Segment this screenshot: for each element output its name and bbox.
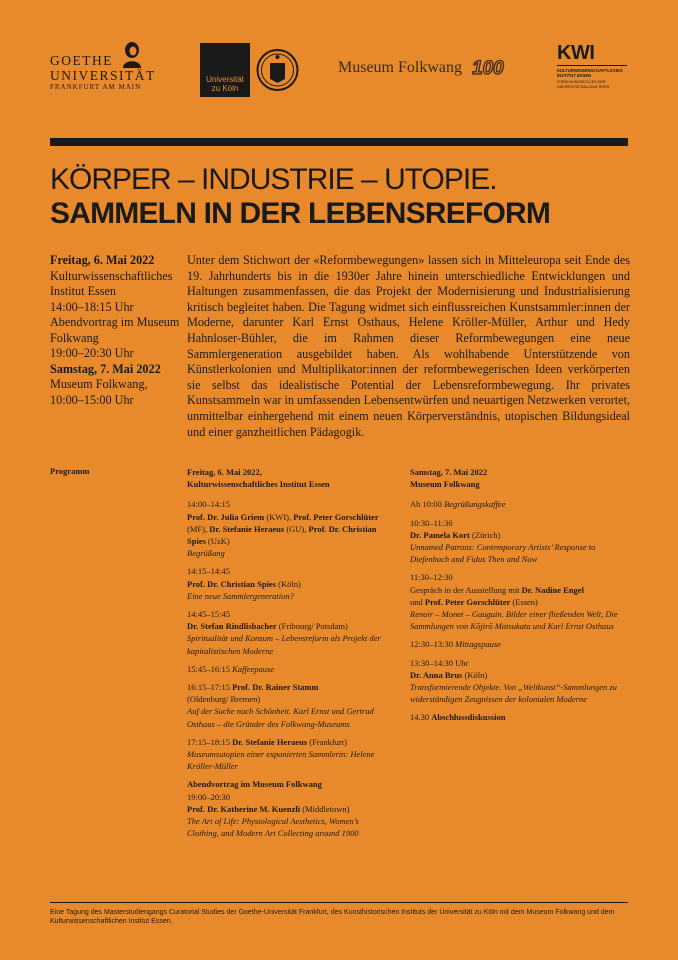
speaker: Prof. Peter Gorschlüter: [293, 511, 379, 522]
program-item: [187, 608, 392, 657]
kwi-logo: [557, 43, 633, 93]
talk-title: Unnamed Patrons: Contemporary Artists’ Response to Diefenbach and Fidus Then and Now: [410, 542, 596, 565]
program-day1: [187, 466, 392, 845]
kwi-letters: KWI: [557, 42, 595, 64]
speaker: Dr. Stefanie Heraeus: [209, 523, 285, 534]
day2-date: Samstag, 7. Mai 2022: [410, 467, 488, 477]
summary-evening: Abendvortrag im Museum Folkwang: [50, 315, 180, 345]
item-time: 10:30–11:30: [410, 517, 453, 528]
program-item: [410, 657, 625, 706]
speaker: Dr. Stefanie Heraeus: [232, 736, 308, 747]
speaker: Prof. Peter Gorschlüter: [424, 596, 511, 607]
goethe-university-logo: [50, 40, 160, 92]
talk-title: Spiritualität und Konsum – Lebensreform als Projekt der kapitalistischen Moderne: [187, 633, 381, 656]
day1-venue: Kulturwissenschaftliches Institut Essen: [187, 479, 330, 490]
affiliation: (Frankfurt): [307, 736, 347, 747]
schedule-summary: [50, 253, 180, 408]
talk-title: Museumsutopien einer exponierten Sammlerin: Helene Kröller-Müller: [187, 749, 375, 772]
affiliation: (Zürich): [469, 529, 501, 540]
affiliation: (UzK): [205, 536, 230, 547]
summary-venue2: Museum Folkwang,: [50, 377, 148, 391]
speaker: Dr. Stefan Rindlisbacher: [187, 621, 277, 632]
title-line2: SAMMELN IN DER LEBENSREFORM: [50, 197, 551, 230]
break-title: Mittagspause: [455, 639, 501, 650]
talk-title: Eine neue Sammlergeneration?: [187, 590, 294, 601]
affiliation: (GU),: [284, 523, 309, 534]
footer-text: Eine Tagung des Masterstudiengangs Curatorial Studies der Goethe-Universität Frankfurt, des Kunsthistorischen Instituts der Universität zu Köln mit dem Museum Folkwang und dem Kulturwissenschaftlichen Institut Essen.: [50, 909, 615, 925]
item-time: Ab 10:00: [410, 499, 444, 510]
affiliation: (Middletown): [300, 803, 350, 814]
affiliation: (Köln): [462, 669, 488, 680]
day2-venue: Museum Folkwang: [410, 479, 480, 490]
speaker: Prof. Dr. Julia Griem: [187, 511, 265, 522]
goethe-line3: FRANKFURT AM MAIN: [50, 83, 142, 91]
museum-folkwang-logo: Museum Folkwang: [338, 59, 462, 76]
summary-time2: 19:00–20:30 Uhr: [50, 346, 134, 360]
intro-text: [187, 253, 630, 440]
affiliation: (Fribourg/ Potsdam): [276, 621, 348, 632]
affiliation: (Köln): [276, 578, 301, 589]
conversation-text: Gespräch in der Ausstellung mit: [410, 584, 522, 595]
item-time: 12:30–13:30: [410, 639, 456, 650]
item-time: 14:00–14:15: [187, 499, 230, 510]
goethe-portrait-icon: [120, 40, 144, 68]
program-item: [410, 517, 625, 566]
affiliation: (KWI),: [264, 511, 294, 522]
program-item: [187, 681, 392, 730]
day2-heading: [410, 466, 625, 490]
talk-title: The Art of Life: Physiological Aesthetics, Women’s Clothing, and Modern Art Collecting around 1900: [187, 816, 359, 839]
folkwang-100-icon: [472, 57, 508, 77]
speaker: Dr. Nadine Engel: [521, 584, 584, 595]
talk-title: Renoir – Monet – Gauguin. Bilder einer fließenden Welt, Die Sammlungen von Kōjirō Matsukata und Karl Ernst Osthaus: [410, 609, 618, 632]
program-item: [410, 571, 625, 632]
affiliation: (Essen): [510, 596, 538, 607]
talk-title: Transformierende Objekte. Von „Weltkunst“-Sammlungen zu widerständigen Zeugnissen der kolonialen Moderne: [410, 682, 617, 705]
footer-divider: [50, 902, 628, 903]
program-item: [410, 498, 625, 510]
break-title: Begrüßungskaffee: [444, 499, 506, 510]
break-title: Kaffeepause: [232, 663, 275, 674]
program-item: [410, 711, 625, 723]
summary-venue1: Kulturwissenschaftliches Institut Essen: [50, 268, 173, 298]
summary-time1: 14:00–18:15 Uhr: [50, 299, 134, 314]
item-time: 17:15–18:15: [187, 736, 233, 747]
goethe-line2: UNIVERSITÄT: [50, 68, 156, 83]
affiliation: (Oldenburg/ Bremen): [187, 694, 261, 705]
header-bar: [50, 138, 628, 146]
program-item: [410, 638, 625, 650]
title-line1: KÖRPER – INDUSTRIE – UTOPIE.: [50, 163, 497, 196]
speaker: Prof. Dr. Christian Spies: [187, 523, 377, 547]
koeln-line1: Universität: [206, 75, 244, 84]
summary-day2: Samstag, 7. Mai 2022: [50, 361, 161, 376]
intro-paragraph: Unter dem Stichwort der «Reformbewegungen» lassen sich in Mitteleuropa seit Ende des 19. Jahrhunderts bis in die 1930er Jahre hinein unterschiedliche Entwicklungen und Haltungen zusammenfassen, die das Projekt der Modernisierung und Industrialisierung kritisch begleitet haben. Die Tagung widmet sich einflussreichen Kunstsammler:innen der Moderne, darunter Karl Ernst Osthaus, Helene Kröller-Müller, Arthur und Hedy Hahnloser-Bühler, die im Rahmen dieser Reformbewegungen eine neue Sammlergeneration ausgebildet haben. Als wohlhabende Unterstützende von Künstlerkolonien und Multiplikator:innen der reformbewegerischen Ideen verkörperten sie selbst das idealistische Potential der Lebensreformbewegung. Ihr privates Kunstsammeln war in umfassenden Lebensentwürfen und neuartigen Netzwerken verortet, unmittelbar einhergehend mit einem neuen Körperverständnis, utopischen Bildungsideal und einer ganzheitlichen Pädagogik.: [187, 253, 630, 439]
speaker: Dr. Pamela Kort: [410, 529, 470, 540]
item-time: 14:45–15:45: [187, 609, 230, 620]
evening-heading: Abendvortrag im Museum Folkwang: [187, 779, 322, 790]
koeln-line2: zu Köln: [211, 84, 239, 93]
speaker: Prof. Dr. Katherine M. Kuenzli: [187, 803, 301, 814]
item-time: 14.30: [410, 712, 432, 723]
closing-title: Abschlussdiskussion: [431, 712, 506, 723]
summary-time3: 10:00–15:00 Uhr: [50, 392, 134, 407]
affiliation: (MF),: [187, 523, 210, 534]
speaker: Dr. Anna Brus: [410, 669, 463, 680]
speaker: Prof. Dr. Christian Spies: [187, 578, 277, 589]
item-time: 16:15–17:15: [187, 682, 233, 693]
koeln-seal-icon: [255, 43, 300, 97]
program-item: [187, 663, 392, 675]
conversation-text: und: [410, 596, 425, 607]
uni-koeln-logo: [200, 43, 250, 97]
program-item: [187, 778, 392, 839]
kwi-subtitle2: FORSCHUNGSKOLLEG DER UNIVERSITÄTSALLIANZ RUHR: [557, 80, 610, 89]
item-time: 19:00–20:30: [187, 791, 230, 802]
program-item: [187, 498, 392, 559]
day1-date: Freitag, 6. Mai 2022,: [187, 467, 262, 477]
program-day2: [410, 466, 625, 730]
kwi-subtitle: KULTURWISSENSCHAFTLICHES INSTITUT ESSEN: [557, 68, 623, 78]
item-time: 14:15–14:45: [187, 566, 230, 577]
talk-title: Begrüßung: [187, 548, 225, 559]
talk-title: Auf der Suche nach Schönheit. Karl Ernst und Gertrud Osthaus – die Gründer des Folkwang-Museums: [187, 706, 374, 729]
item-time: 13:30–14:30 Uhr: [410, 657, 469, 668]
program-item: [187, 565, 392, 602]
item-time: 11:30–12:30: [410, 572, 453, 583]
item-time: 15:45–16:15: [187, 663, 233, 674]
program-item: [187, 736, 392, 773]
summary-day1: Freitag, 6. Mai 2022: [50, 253, 155, 267]
goethe-line1: GOETHE: [50, 53, 113, 68]
folkwang-100-text: 100: [472, 58, 504, 77]
day1-heading: [187, 466, 392, 490]
program-label: Programm: [50, 466, 90, 476]
speaker: Prof. Dr. Rainer Stamm: [232, 682, 319, 693]
